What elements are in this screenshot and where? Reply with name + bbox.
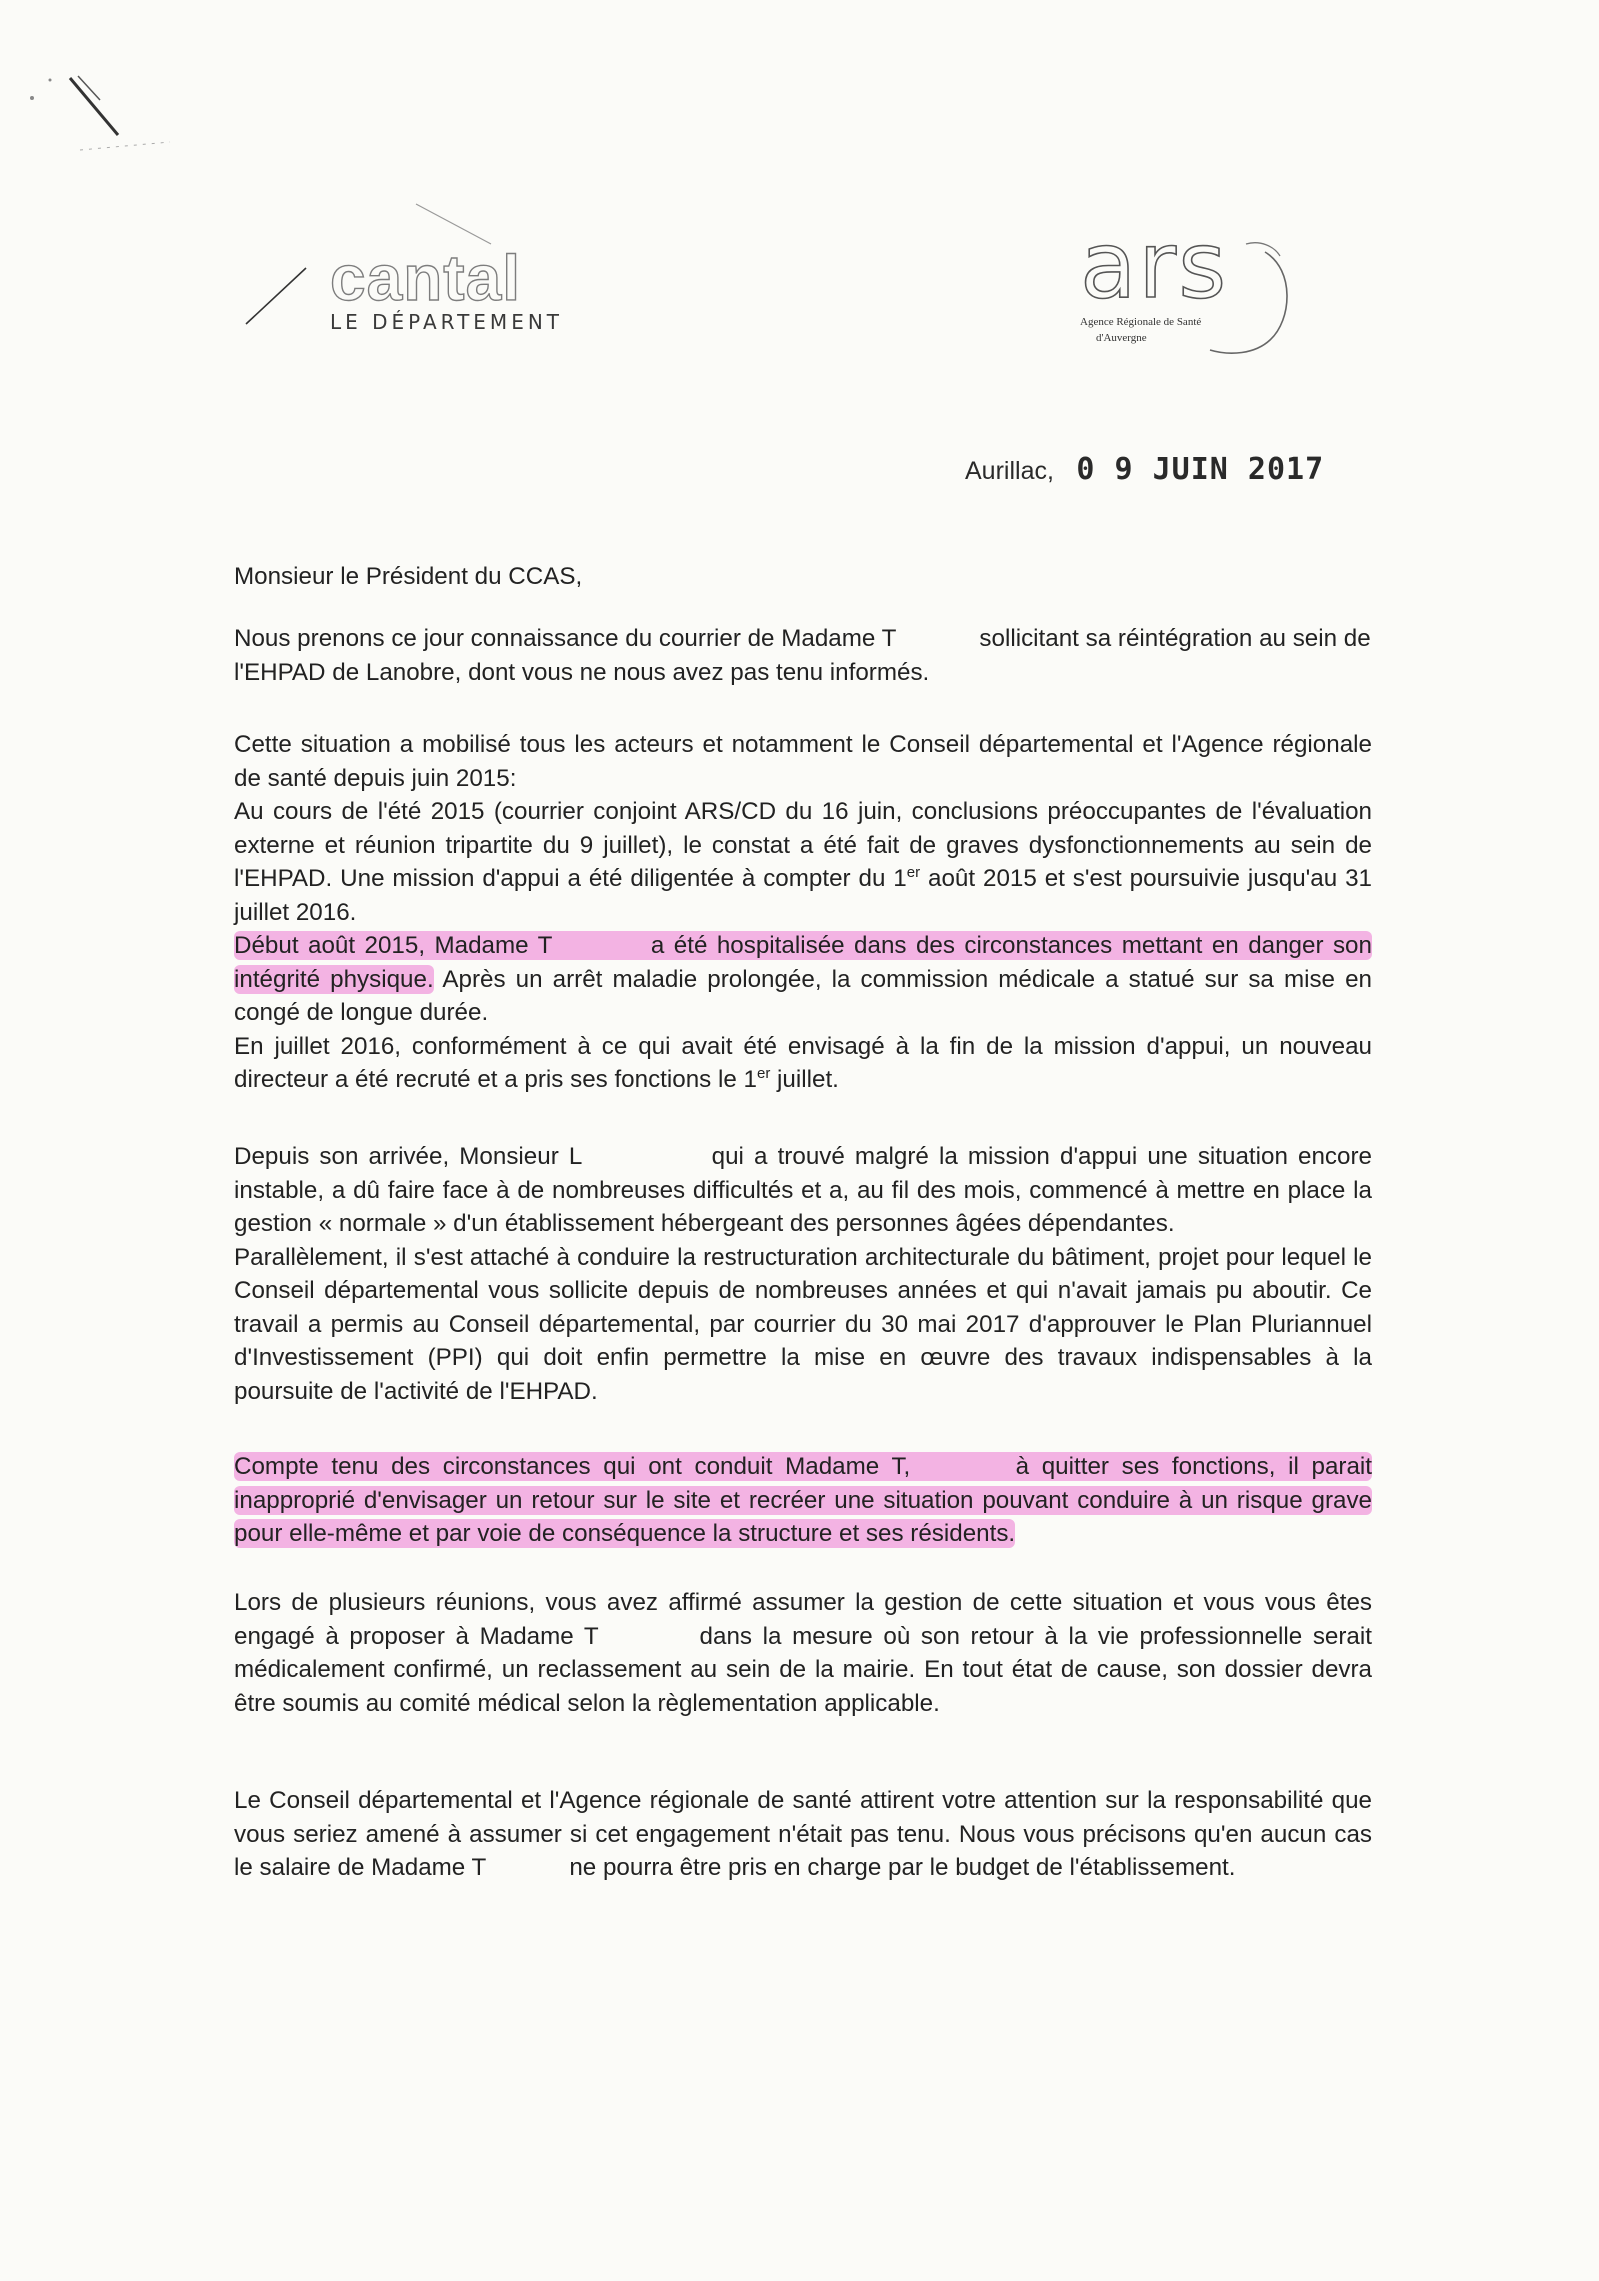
p2-intro: Cette situation a mobilisé tous les acteurs et notamment le Conseil départemental et l'Agence régionale de santé depuis juin 2015:: [234, 731, 1372, 792]
p5-text-a: Lors de plusieurs réunions, vous avez affirmé assumer la gestion de cette situation et vous vous êtes engagé à proposer à Madame T: [234, 1589, 1372, 1650]
date-stamp: 0 9 JUIN 2017: [1076, 452, 1325, 487]
p2-sup-2: er: [756, 1064, 771, 1082]
p3-text-b: qui a trouvé malgré la mission d'appui une situation encore instable, a dû faire face à de nombreuses difficultés et a, au fil des mois, commencé à mettre en place la gestion « normale » d'un établissement hébergeant des personnes âgées dépendantes.: [234, 1143, 1372, 1237]
date-line: [965, 452, 1324, 487]
paragraph-1: [234, 622, 1372, 689]
p2-sick-leave: Après un arrêt maladie prolongée, la commission médicale a statué sur sa mise en congé de longue durée.: [234, 965, 1372, 1026]
ars-logo-line1: Agence Régionale de Santé: [1080, 316, 1202, 328]
p5-text-b: dans la mesure où son retour à la vie professionnelle serait médicalement confirmé, un reclassement au sein de la mairie. En tout état de cause, son dossier devra être soumis au comité médical selon la règlementation applicable.: [234, 1622, 1372, 1717]
paragraph-3: [234, 1140, 1372, 1408]
ars-logo: [1060, 212, 1300, 370]
p4-text-a: Compte tenu des circonstances qui ont conduit Madame T,: [234, 1453, 911, 1480]
p6-text-a: Le Conseil départemental et l'Agence régionale de santé attirent votre attention sur la responsabilité que vous seriez amené à assumer si cet engagement n'était pas tenu. Nous vous précisons qu'en aucun cas le salaire de Madame T: [234, 1787, 1372, 1881]
paragraph-4: [234, 1450, 1372, 1551]
p2-summer-2015-b: août 2015 et s'est poursuivie jusqu'au 31 juillet 2016.: [234, 865, 1372, 926]
p2-highlight-a: Début août 2015, Madame T: [234, 932, 552, 959]
p1-text-a: Nous prenons ce jour connaissance du courrier de Madame T: [234, 625, 896, 652]
cantal-logo-word: cantal: [330, 242, 521, 314]
p1-text-b: sollicitant sa réintégration au sein de l'EHPAD de Lanobre, dont vous ne nous avez pas tenu informés.: [234, 625, 1371, 686]
highlight-return-risk: [234, 1452, 1372, 1548]
paragraph-6: [234, 1784, 1372, 1885]
cantal-logo: [330, 242, 580, 334]
paragraph-5: [234, 1586, 1372, 1720]
salutation: [234, 560, 1372, 594]
paragraph-2: [234, 728, 1372, 1097]
p2-summer-2015-a: Au cours de l'été 2015 (courrier conjoint ARS/CD du 16 juin, conclusions préoccupantes de l'évaluation externe et réunion tripartite du 9 juillet), le constat a été fait de graves dysfonctionnements au sein de l'EHPAD. Une mission d'appui a été diligentée à compter du 1: [234, 798, 1372, 892]
ars-logo-line2: d'Auvergne: [1096, 332, 1147, 344]
date-place: Aurillac,: [965, 457, 1054, 485]
ars-logo-word: ars: [1080, 212, 1229, 319]
p3-text-c: Parallèlement, il s'est attaché à conduire la restructuration architecturale du bâtiment, projet pour lequel le Conseil départemental vous sollicite depuis de nombreuses années et qui n'avait jamais pu aboutir. Ce travail a permis au Conseil départemental, par courrier du 30 mai 2017 d'approuver le Plan Pluriannuel d'Investissement (PPI) qui doit enfin permettre la mise en œuvre des travaux indispensables à la poursuite de l'activité de l'EHPAD.: [234, 1243, 1372, 1405]
p6-text-b: ne pourra être pris en charge par le budget de l'établissement.: [569, 1854, 1236, 1881]
p2-july-2016-a: En juillet 2016, conformément à ce qui avait été envisagé à la fin de la mission d'appui, un nouveau directeur a été recruté et a pris ses fonctions le 1: [234, 1032, 1372, 1093]
scan-mark-top-left: [20, 60, 180, 160]
p2-july-2016-b: juillet.: [770, 1066, 839, 1093]
p2-sup-1: er: [906, 863, 921, 881]
p3-text-a: Depuis son arrivée, Monsieur L: [234, 1143, 582, 1170]
cantal-logo-subtitle: LE DÉPARTEMENT: [330, 310, 564, 334]
salutation-text: Monsieur le Président du CCAS,: [234, 563, 583, 590]
p2-highlight-b: a été hospitalisée dans des circonstances mettant en danger son intégrité physique.: [234, 932, 1372, 993]
p4-text-b: à quitter ses fonctions, il parait inapproprié d'envisager un retour sur le site et recréer une situation pouvant conduire à un risque grave pour elle-même et par voie de conséquence la structure et ses résidents.: [234, 1453, 1373, 1547]
